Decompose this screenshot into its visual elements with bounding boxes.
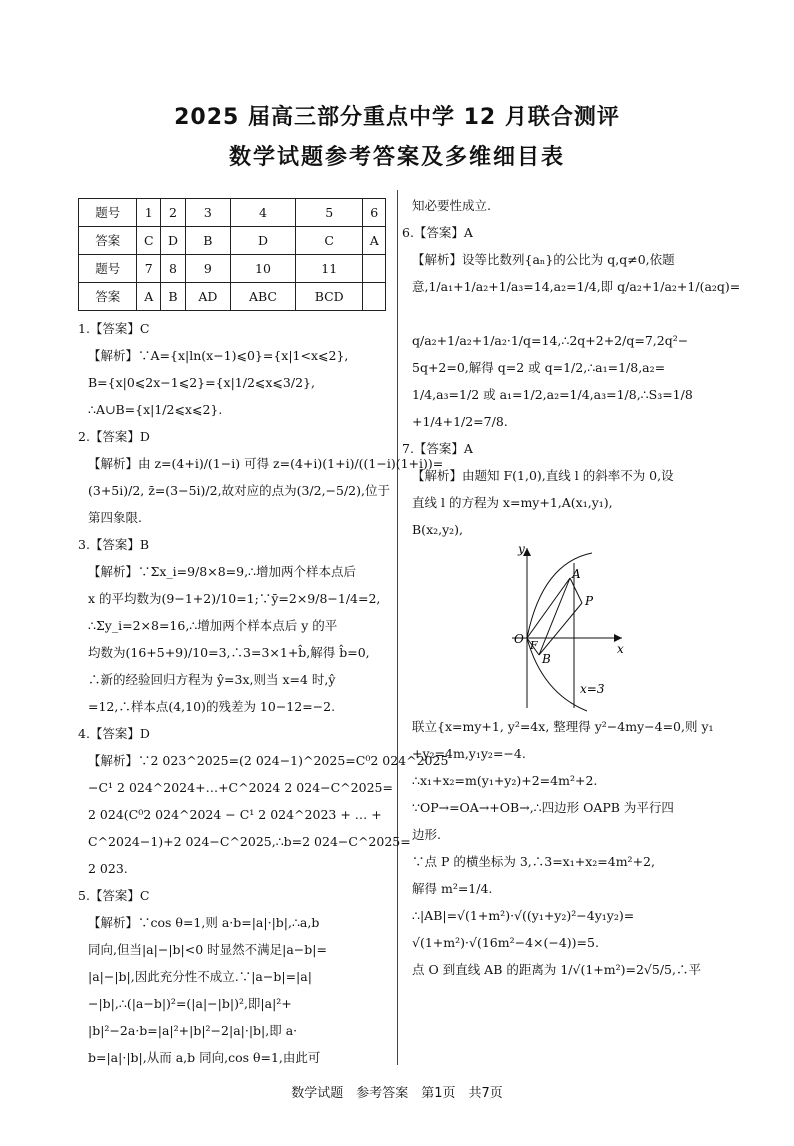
label-a: A [572,567,581,581]
text-line: ∴A∪B={x|1/2⩽x⩽2}. [88,402,223,417]
answer-table-row [79,283,386,311]
text-line: 1.【答案】C [78,321,150,336]
text-line: b=|a|·|b|,从而 a,b 同向,cos θ=1,由此可 [88,1050,321,1065]
text-line: |b|²−2a·b=|a|²+|b|²−2|a|·|b|,即 a· [88,1023,298,1038]
text-line: ∴Σy_i=2×8=16,∴增加两个样本点后 y 的平 [88,618,338,633]
answer-table-cell: A [363,227,386,255]
answer-table-cell: 9 [185,255,230,283]
text-line: 知必要性成立. [412,198,491,213]
text-line: 解得 m²=1/4. [412,881,493,896]
text-line: +1/4+1/2=7/8. [412,414,508,429]
label-f: F [530,639,538,652]
answer-table-cell: 4 [230,199,295,227]
page-title: 2025 届高三部分重点中学 12 月联合测评 [174,105,620,130]
text-line: 5.【答案】C [78,888,150,903]
text-line: −|b|,∴(|a−b|)²=(|a|−|b|)²,即|a|²+ [88,996,292,1011]
answer-table-cell: 题号 [79,199,137,227]
text-line: ∵OP→=OA→+OB→,∴四边形 OAPB 为平行四 [412,800,674,815]
answer-table-row [79,255,386,283]
text-line: 1/4,a₃=1/2 或 a₁=1/2,a₂=1/4,a₃=1/8,∴S₃=1/8 [412,387,693,402]
text-line: 7.【答案】A [402,441,473,456]
text-line: 2 024(C⁰2 024^2024 − C¹ 2 024^2023 + … + [88,807,382,822]
text-line: 2.【答案】D [78,429,150,444]
text-line: B={x|0⩽2x−1⩽2}={x|1/2⩽x⩽3/2}, [88,375,315,390]
page-subtitle: 数学试题参考答案及多维细目表 [228,145,565,170]
answer-table [78,198,386,311]
answer-table-cell: ABC [230,283,295,311]
text-line: 【解析】由题知 F(1,0),直线 l 的斜率不为 0,设 [412,468,674,483]
answer-table-row [79,199,386,227]
label-o: O [514,632,524,646]
answer-table-cell: 8 [161,255,186,283]
text-line: 【解析】设等比数列{aₙ}的公比为 q,q≠0,依题 [412,252,675,267]
text-line: 【解析】∵2 023^2025=(2 024−1)^2025=C⁰2 024^2025 [88,753,449,768]
text-line: 【解析】∵Σx_i=9/8×8=9,∴增加两个样本点后 [88,564,357,579]
answer-table-cell: C [296,227,363,255]
answer-table-cell: 5 [296,199,363,227]
text-line: ∴新的经验回归方程为 ŷ=3x,则当 x=4 时,ŷ [88,672,336,687]
answer-table-row [79,227,386,255]
text-line: C^2024−1)+2 024−C^2025,∴b=2 024−C^2025= [88,834,411,849]
right-text-bottom [402,713,720,983]
text-line: 均数为(16+5+9)/10=3,∴3=3×1+b̂,解得 b̂=0, [88,645,370,660]
answer-table-cell: 7 [137,255,161,283]
text-line: 2 023. [88,861,128,876]
answer-table-cell: 3 [185,199,230,227]
text-line: =12,∴样本点(4,10)的残差为 10−12=−2. [88,699,336,714]
text-line: 3.【答案】B [78,537,150,552]
page-footer: 数学试题 参考答案 第1页 共7页 [291,1086,503,1101]
segment-ap [570,578,582,603]
x-axis-arrow [614,634,622,642]
text-line: 6.【答案】A [402,225,473,240]
text-line: −C¹ 2 024^2024+…+C^2024 2 024−C^2025= [88,780,393,795]
answer-table-cell: 1 [137,199,161,227]
answer-table-cell: AD [185,283,230,311]
column-divider [397,190,398,1065]
answer-table-cell: 10 [230,255,295,283]
right-column [402,192,741,983]
answer-table-cell: B [161,283,186,311]
text-line: 点 O 到直线 AB 的距离为 1/√(1+m²)=2√5/5,∴平 [412,962,701,977]
segment-oa [527,578,570,638]
answer-table-cell: 答案 [79,227,137,255]
answer-table-cell: 11 [296,255,363,283]
text-line: √(1+m²)·√(16m²−4×(−4))=5. [412,935,599,950]
answer-table-cell: C [137,227,161,255]
right-text-top [402,192,741,543]
answer-table-cell: 2 [161,199,186,227]
answer-table-cell: 答案 [79,283,137,311]
answer-table-cell: A [137,283,161,311]
text-line: q/a₂+1/a₂+1/a₂·1/q=14,∴2q+2+2/q=7,2q²− [412,333,689,348]
answer-table-cell: 6 [363,199,386,227]
segment-bp [539,603,582,655]
text-line: 4.【答案】D [78,726,150,741]
label-p: P [585,594,594,608]
text-line [402,300,720,327]
text-line: 联立{x=my+1, y²=4x, 整理得 y²−4my−4=0,则 y₁ [412,719,714,734]
label-x: x [617,642,624,656]
answer-table-cell: D [230,227,295,255]
text-line: 同向,但当|a|−|b|<0 时显然不满足|a−b|= [88,942,327,957]
text-line: 5q+2=0,解得 q=2 或 q=1/2,∴a₁=1/8,a₂= [412,360,666,375]
text-line: ∴|AB|=√(1+m²)·√((y₁+y₂)²−4y₁y₂)= [412,908,635,923]
parabola-figure [402,543,720,713]
text-line: |a|−|b|,因此充分性不成立.∵|a−b|=|a| [88,969,312,984]
text-line: 边形. [412,827,441,842]
answer-table-cell [363,255,386,283]
answer-table-cell: BCD [296,283,363,311]
answer-table-cell: 题号 [79,255,137,283]
answer-table-cell: D [161,227,186,255]
text-line: 【解析】∵A={x|ln(x−1)⩽0}={x|1<x⩽2}, [88,348,349,363]
text-line: x 的平均数为(9−1+2)/10=1;∵ȳ=2×9/8−1/4=2, [88,591,381,606]
text-line: (3+5i)/2, z̄=(3−5i)/2,故对应的点为(3/2,−5/2),位于 [88,483,390,498]
label-y: y [518,542,525,556]
parabola-diagram [402,543,720,713]
text-line: 第四象限. [88,510,142,525]
answer-table-cell: B [185,227,230,255]
text-line: +y₂=4m,y₁y₂=−4. [412,746,526,761]
text-line: ∴x₁+x₂=m(y₁+y₂)+2=4m²+2. [412,773,598,788]
text-line: 直线 l 的方程为 x=my+1,A(x₁,y₁), [412,495,613,510]
label-b: B [542,652,551,666]
text-line: 【解析】∵cos θ=1,则 a·b=|a|·|b|,∴a,b [88,915,320,930]
text-line: 意,1/a₁+1/a₂+1/a₃=14,a₂=1/4,即 q/a₂+1/a₂+1/(a₂q)= [412,279,741,294]
text-line: B(x₂,y₂), [412,522,464,537]
label-line: x=3 [580,682,605,696]
text-line: 【解析】由 z=(4+i)/(1−i) 可得 z=(4+i)(1+i)/((1−i)(1+i))= [88,456,444,471]
text-line: ∵点 P 的横坐标为 3,∴3=x₁+x₂=4m²+2, [412,854,655,869]
answer-table-cell [363,283,386,311]
